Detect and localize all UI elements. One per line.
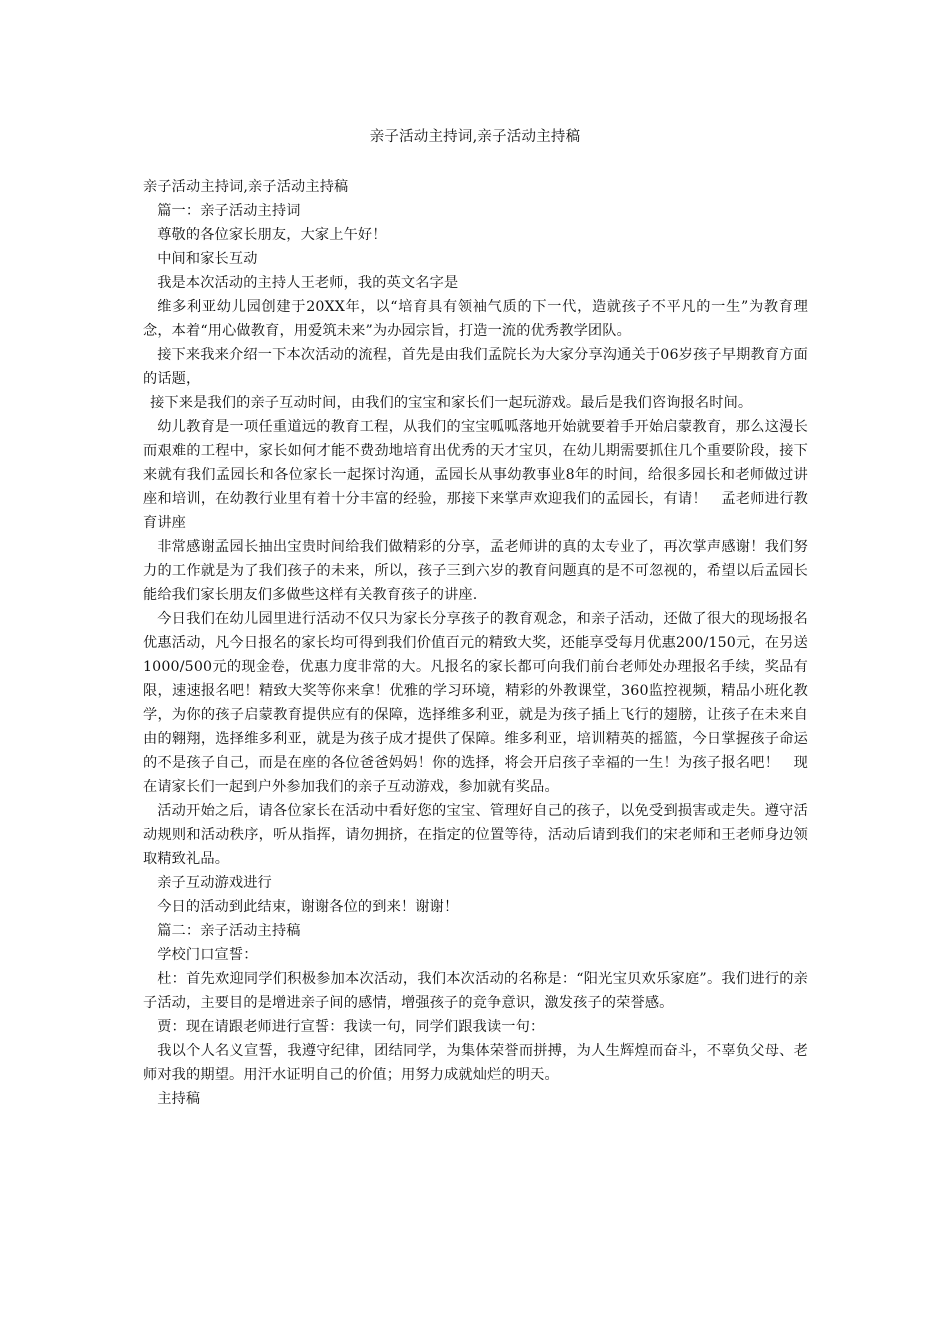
document-body <box>143 175 808 1111</box>
section-heading-part-one: 篇一：亲子活动主持词 <box>157 203 301 219</box>
paragraph: 我以个人名义宣誓，我遵守纪律，团结同学，为集体荣誉而拼搏，为人生辉煌而奋斗，不辜负父母、老师对我的期望。用汗水证明自己的价值；用努力成就灿烂的明天。 <box>143 1043 808 1083</box>
paragraph: 活动开始之后，请各位家长在活动中看好您的宝宝、管理好自己的孩子，以免受到损害或走失。遵守活动规则和活动秩序，听从指挥，请勿拥挤，在指定的位置等待，活动后请到我们的宋老师和王老师身边领取精致礼品。 <box>143 803 808 867</box>
paragraph: 接下来我来介绍一下本次活动的流程，首先是由我们孟院长为大家分享沟通关于06岁孩子早期教育方面的话题， <box>143 347 808 387</box>
paragraph-heading: 亲子活动主持词,亲子活动主持稿 <box>143 179 349 195</box>
paragraph: 学校门口宣誓： <box>157 947 258 963</box>
section-heading-part-two: 篇二：亲子活动主持稿 <box>157 923 301 939</box>
paragraph: 维多利亚幼儿园创建于20XX年，以“培育具有领袖气质的下一代，造就孩子不平凡的一生”为教育理念，本着“用心做教育，用爱筑未来”为办园宗旨，打造一流的优秀教学团队。 <box>143 299 808 339</box>
paragraph: 今日的活动到此结束，谢谢各位的到来！谢谢！ <box>157 899 459 915</box>
paragraph: 幼儿教育是一项任重道远的教育工程，从我们的宝宝呱呱落地开始就要着手开始启蒙教育，那么这漫长而艰难的工程中，家长如何才能不费劲地培育出优秀的天才宝贝，在幼儿期需要抓住几个重要阶段，接下来就有我们孟园长和各位家长一起探讨沟通，孟园长从事幼教事业8年的时间，给很多园长和老师做过讲座和培训，在幼教行业里有着十分丰富的经验，那接下来掌声欢迎我们的孟园长，有请！ 孟老师进行教育讲座 <box>143 419 808 531</box>
paragraph: 杜：首先欢迎同学们积极参加本次活动，我们本次活动的名称是：“阳光宝贝欢乐家庭”。我们进行的亲子活动，主要目的是增进亲子间的感情，增强孩子的竞争意识，激发孩子的荣誉感。 <box>143 971 808 1011</box>
paragraph: 我是本次活动的主持人王老师，我的英文名字是 <box>157 275 459 291</box>
paragraph: 非常感谢孟园长抽出宝贵时间给我们做精彩的分享，孟老师讲的真的太专业了，再次掌声感谢！我们努力的工作就是为了我们孩子的未来，所以，孩子三到六岁的教育问题真的是不可忽视的，希望以后孟园长能给我们家长朋友们多做些这样有关教育孩子的讲座. <box>143 539 808 603</box>
paragraph: 中间和家长互动 <box>157 251 258 267</box>
paragraph: 亲子互动游戏进行 <box>157 875 272 891</box>
paragraph: 主持稿 <box>157 1091 201 1107</box>
paragraph: 接下来是我们的亲子互动时间，由我们的宝宝和家长们一起玩游戏。最后是我们咨询报名时间。 <box>150 395 753 411</box>
paragraph: 尊敬的各位家长朋友，大家上午好！ <box>157 227 387 243</box>
paragraph: 今日我们在幼儿园里进行活动不仅只为家长分享孩子的教育观念，和亲子活动，还做了很大的现场报名优惠活动，凡今日报名的家长均可得到我们价值百元的精致大奖，还能享受每月优惠200/150元，在另送1000/500元的现金卷，优惠力度非常的大。凡报名的家长都可向我们前台老师处办理报名手续，奖品有限，速速报名吧！精致大奖等你来拿！优雅的学习环境，精彩的外教课堂，360监控视频，精品小班化教学，为你的孩子启蒙教育提供应有的保障，选择维多利亚，就是为孩子插上飞行的翅膀，让孩子在未来自由的翱翔，选择维多利亚，就是为孩子成才提供了保障。维多利亚，培训精英的摇篮，今日掌握孩子命运的不是孩子自己，而是在座的各位爸爸妈妈！你的选择，将会开启孩子幸福的一生！为孩子报名吧！ 现在请家长们一起到户外参加我们的亲子互动游戏，参加就有奖品。 <box>143 611 808 795</box>
paragraph: 贾：现在请跟老师进行宣誓：我读一句，同学们跟我读一句： <box>157 1019 545 1035</box>
document-title: 亲子活动主持词,亲子活动主持稿 <box>369 129 581 145</box>
